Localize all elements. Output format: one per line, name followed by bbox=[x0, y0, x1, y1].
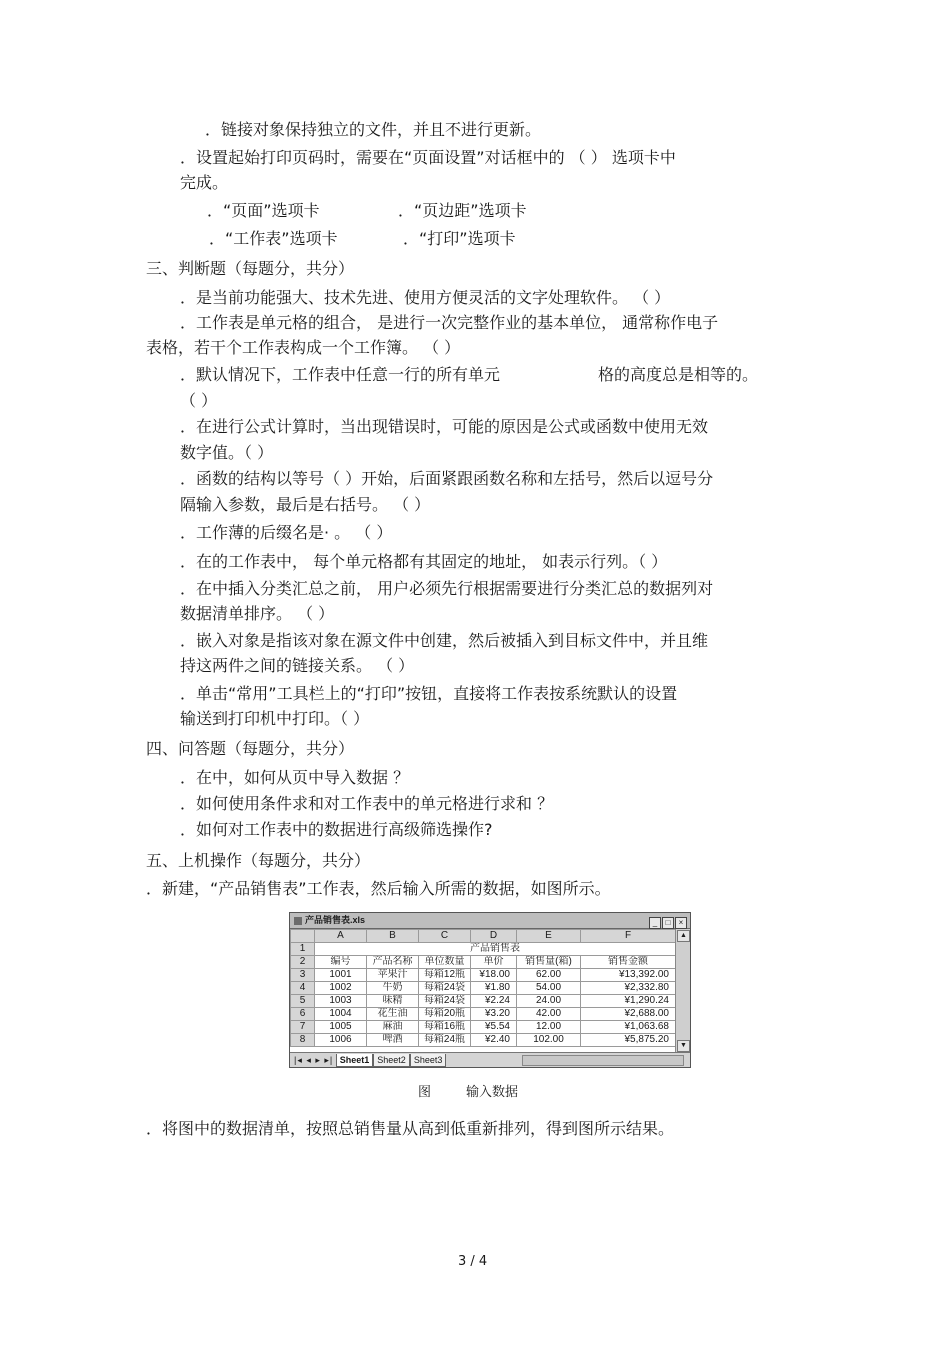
cell[interactable]: ¥2,688.00 bbox=[581, 1008, 676, 1021]
close-icon[interactable]: × bbox=[675, 917, 687, 929]
vertical-scrollbar[interactable] bbox=[675, 929, 690, 1053]
cell[interactable]: 62.00 bbox=[517, 969, 581, 982]
judgment-item: 格的高度总是相等的。 bbox=[598, 365, 759, 384]
column-header[interactable]: B bbox=[367, 930, 419, 943]
table-row bbox=[291, 1021, 676, 1034]
lab-item: ．新建，“产品销售表”工作表，然后输入所需的数据，如图所示。 bbox=[146, 879, 611, 898]
cell[interactable]: ¥2.24 bbox=[471, 995, 517, 1008]
cell[interactable]: ¥13,392.00 bbox=[581, 969, 676, 982]
cell[interactable]: 麻油 bbox=[367, 1021, 419, 1034]
tab-nav-arrows-icon[interactable]: |◂ ◂ ▸ ▸| bbox=[294, 1055, 334, 1065]
judgment-item: ．单击“常用”工具栏上的“打印”按钮，直接将工作表按系统默认的设置 bbox=[180, 684, 678, 703]
tab-sheet3[interactable]: Sheet3 bbox=[410, 1054, 447, 1067]
row-header[interactable]: 1 bbox=[291, 943, 315, 956]
tab-sheet1[interactable]: Sheet1 bbox=[336, 1054, 374, 1067]
judgment-item: ．在中插入分类汇总之前， 用户必须先行根据需要进行分类汇总的数据列对 bbox=[180, 579, 714, 598]
judgment-item: ．是当前功能强大、技术先进、使用方便灵活的文字处理软件。 （ ） bbox=[180, 288, 671, 307]
column-header-row bbox=[291, 930, 676, 943]
figure-caption-label: 图 bbox=[418, 1085, 432, 1100]
sheet-grid bbox=[290, 929, 675, 1053]
row-header[interactable]: 8 bbox=[291, 1034, 315, 1047]
option-d: ．“打印”选项卡 bbox=[403, 229, 516, 248]
row-header[interactable]: 7 bbox=[291, 1021, 315, 1034]
qa-item: ．如何使用条件求和对工作表中的单元格进行求和 ？ bbox=[180, 794, 554, 813]
judgment-item: 数字值。（ ） bbox=[180, 443, 274, 462]
cell[interactable]: 每箱20瓶 bbox=[419, 1008, 471, 1021]
cell[interactable]: 每箱12瓶 bbox=[419, 969, 471, 982]
cell[interactable]: 每箱24瓶 bbox=[419, 1034, 471, 1047]
judgment-item: ．工作薄的后缀名是· 。 （ ） bbox=[180, 523, 393, 542]
cell[interactable]: ¥1,063.68 bbox=[581, 1021, 676, 1034]
sheet-tab-bar bbox=[290, 1052, 690, 1067]
judgment-item: 隔输入参数，最后是右括号。 （ ） bbox=[180, 495, 431, 514]
judgment-item: ．函数的结构以等号（ ）开始，后面紧跟函数名称和左括号，然后以逗号分 bbox=[180, 469, 714, 488]
section-heading-lab: 五、上机操作（每题分，共分） bbox=[146, 851, 371, 870]
header-cell[interactable]: 产品名称 bbox=[367, 956, 419, 969]
qa-item: ．在中，如何从页中导入数据 ？ bbox=[180, 768, 410, 787]
cell[interactable]: ¥5,875.20 bbox=[581, 1034, 676, 1047]
judgment-item: ．在的工作表中， 每个单元格都有其固定的地址， 如表示行列。（ ） bbox=[180, 552, 668, 571]
cell[interactable]: 12.00 bbox=[517, 1021, 581, 1034]
window-title: 产品销售表.xls bbox=[305, 915, 366, 925]
excel-icon bbox=[294, 917, 302, 925]
column-header[interactable]: E bbox=[517, 930, 581, 943]
lab-item: ．将图中的数据清单，按照总销售量从高到低重新排列，得到图所示结果。 bbox=[146, 1119, 675, 1138]
column-header[interactable]: F bbox=[581, 930, 676, 943]
question-text: 完成。 bbox=[180, 173, 229, 192]
cell[interactable]: ¥3.20 bbox=[471, 1008, 517, 1021]
option-a: ．“页面”选项卡 bbox=[207, 201, 320, 220]
judgment-item: （ ） bbox=[180, 391, 218, 410]
cell[interactable]: ¥18.00 bbox=[471, 969, 517, 982]
cell[interactable]: 1001 bbox=[315, 969, 367, 982]
table-row bbox=[291, 995, 676, 1008]
column-header[interactable]: C bbox=[419, 930, 471, 943]
option-d-text: ．链接对象保持独立的文件，并且不进行更新。 bbox=[205, 120, 542, 139]
tab-sheet2[interactable]: Sheet2 bbox=[373, 1054, 410, 1067]
judgment-item: ．工作表是单元格的组合， 是进行一次完整作业的基本单位， 通常称作电子 bbox=[180, 313, 719, 332]
table-row bbox=[291, 1008, 676, 1021]
cell[interactable]: ¥1.80 bbox=[471, 982, 517, 995]
row-header[interactable]: 3 bbox=[291, 969, 315, 982]
table-row bbox=[291, 956, 676, 969]
cell[interactable]: ¥1,290.24 bbox=[581, 995, 676, 1008]
question-text: ．设置起始打印页码时，需要在“页面设置”对话框中的 （ ） 选项卡中 bbox=[180, 148, 676, 167]
header-cell[interactable]: 销售金额 bbox=[581, 956, 676, 969]
cell[interactable]: 1004 bbox=[315, 1008, 367, 1021]
section-heading-judgment: 三、判断题（每题分，共分） bbox=[146, 259, 355, 278]
header-cell[interactable]: 单价 bbox=[471, 956, 517, 969]
section-heading-qa: 四、问答题（每题分，共分） bbox=[146, 739, 355, 758]
cell[interactable]: 1005 bbox=[315, 1021, 367, 1034]
judgment-item: ．嵌入对象是指该对象在源文件中创建，然后被插入到目标文件中，并且维 bbox=[180, 631, 709, 650]
cell[interactable]: 1002 bbox=[315, 982, 367, 995]
corner-cell[interactable] bbox=[291, 930, 315, 943]
minimize-icon[interactable]: _ bbox=[649, 917, 661, 929]
option-c: ．“工作表”选项卡 bbox=[209, 229, 338, 248]
row-header[interactable]: 6 bbox=[291, 1008, 315, 1021]
cell[interactable]: 每箱24袋 bbox=[419, 982, 471, 995]
cell[interactable]: ¥2.40 bbox=[471, 1034, 517, 1047]
header-cell[interactable]: 编号 bbox=[315, 956, 367, 969]
cell[interactable]: 每箱24袋 bbox=[419, 995, 471, 1008]
cell[interactable]: 牛奶 bbox=[367, 982, 419, 995]
option-b: ．“页边距”选项卡 bbox=[398, 201, 527, 220]
table-row bbox=[291, 1034, 676, 1047]
row-header[interactable]: 4 bbox=[291, 982, 315, 995]
judgment-item: ．在进行公式计算时，当出现错误时，可能的原因是公式或函数中使用无效 bbox=[180, 417, 709, 436]
cell[interactable]: 102.00 bbox=[517, 1034, 581, 1047]
horizontal-scrollbar[interactable] bbox=[522, 1055, 684, 1066]
cell[interactable]: 1006 bbox=[315, 1034, 367, 1047]
figure-caption-text: 输入数据 bbox=[466, 1085, 519, 1100]
page-number: 3 / 4 bbox=[458, 1254, 488, 1269]
scroll-up-icon[interactable]: ▲ bbox=[677, 930, 690, 942]
judgment-item: 表格，若干个工作表构成一个工作簿。 （ ） bbox=[146, 338, 461, 357]
cell[interactable]: 味精 bbox=[367, 995, 419, 1008]
row-header[interactable]: 2 bbox=[291, 956, 315, 969]
column-header[interactable]: A bbox=[315, 930, 367, 943]
qa-item: ．如何对工作表中的数据进行高级筛选操作? bbox=[180, 820, 493, 839]
maximize-icon[interactable]: □ bbox=[662, 917, 674, 929]
spreadsheet-figure bbox=[289, 912, 691, 1068]
table-row bbox=[291, 943, 676, 956]
judgment-item: 数据清单排序。 （ ） bbox=[180, 604, 335, 623]
cell[interactable]: ¥5.54 bbox=[471, 1021, 517, 1034]
cell[interactable]: 啤酒 bbox=[367, 1034, 419, 1047]
data-table bbox=[290, 929, 676, 1047]
column-header[interactable]: D bbox=[471, 930, 517, 943]
cell[interactable]: 42.00 bbox=[517, 1008, 581, 1021]
cell[interactable]: ¥2,332.80 bbox=[581, 982, 676, 995]
table-row bbox=[291, 982, 676, 995]
cell[interactable]: 54.00 bbox=[517, 982, 581, 995]
cell[interactable]: 24.00 bbox=[517, 995, 581, 1008]
judgment-item: 持这两件之间的链接关系。 （ ） bbox=[180, 656, 415, 675]
cell[interactable]: 每箱16瓶 bbox=[419, 1021, 471, 1034]
cell[interactable]: 花生油 bbox=[367, 1008, 419, 1021]
scroll-down-icon[interactable]: ▼ bbox=[677, 1040, 690, 1052]
cell[interactable]: 1003 bbox=[315, 995, 367, 1008]
cell[interactable]: 苹果汁 bbox=[367, 969, 419, 982]
judgment-item: ．默认情况下，工作表中任意一行的所有单元 bbox=[180, 365, 501, 384]
row-header[interactable]: 5 bbox=[291, 995, 315, 1008]
window-titlebar bbox=[290, 913, 690, 929]
judgment-item: 输送到打印机中打印。（ ） bbox=[180, 709, 370, 728]
header-cell[interactable]: 单位数量 bbox=[419, 956, 471, 969]
table-row bbox=[291, 969, 676, 982]
sheet-title-cell[interactable]: 产品销售表 bbox=[315, 943, 676, 956]
header-cell[interactable]: 销售量(箱) bbox=[517, 956, 581, 969]
